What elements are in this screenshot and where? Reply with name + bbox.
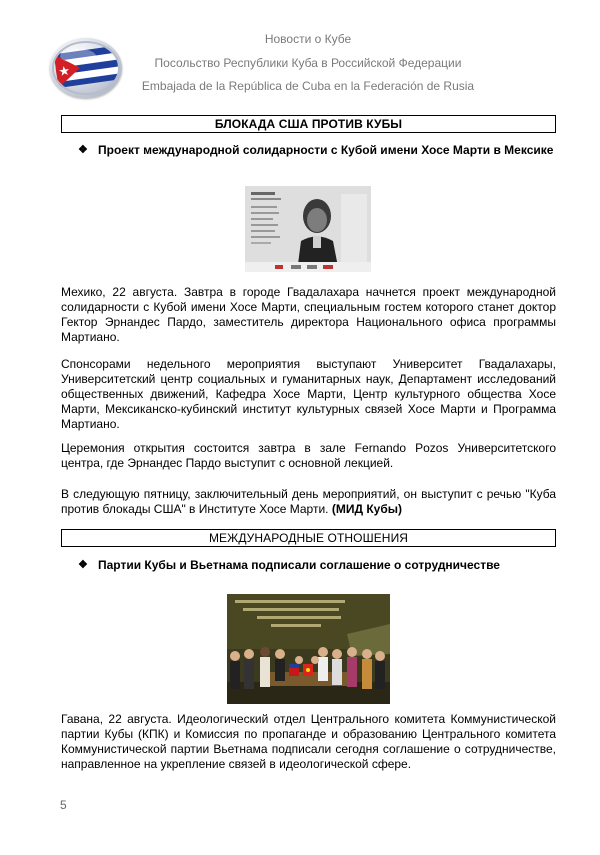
diamond-bullet-icon: ❖	[78, 144, 88, 156]
paragraph: Церемония открытия состоится завтра в зале Fernando Pozos Университетского центра, где Эрнандес Пардо выступит с основной лекцией.	[61, 441, 556, 470]
section-heading-international: МЕЖДУНАРОДНЫЕ ОТНОШЕНИЯ	[61, 529, 556, 547]
header-newsletter-title: Новости о Кубе	[264, 32, 352, 46]
diamond-bullet-icon: ❖	[78, 559, 88, 571]
paragraph: Гавана, 22 августа. Идеологический отдел Центрального комитета Коммунистической партии Кубы (КПК) и Комиссия по пропаганде и образованию Центрального комитета Коммунистической партии Вьетнама подписали сегодня соглашение о сотрудничестве, направленное на укрепление связей в идеологической сфере.	[61, 712, 556, 771]
paragraph: Спонсорами недельного мероприятия выступают Университет Гвадалахары, Университетский центр социальных и гуманитарных наук, Департамент исследований общественных движений, Кафедра Хосе Марти, Центр культурного общества Хосе Марти, Мексиканско-кубинский институт культурных связей Хосе Марти и Программа Мартиано.	[61, 357, 556, 431]
header-embassy-russian: Посольство Республики Куба в Российской Федерации	[154, 56, 462, 70]
paragraph-with-source	[61, 487, 556, 517]
article-title-text: Партии Кубы и Вьетнама подписали соглашение о сотрудничестве	[98, 558, 500, 572]
signing-ceremony-photo	[227, 594, 390, 704]
page-header	[0, 0, 600, 100]
article-title-marti-project	[78, 143, 556, 158]
source-attribution: (МИД Кубы)	[331, 502, 403, 516]
article-title-text: Проект международной солидарности с Кубой имени Хосе Марти в Мексике	[98, 143, 554, 157]
paragraph-text: В следующую пятницу, заключительный день мероприятий, он выступит с речью "Куба против блокады США" в Институте Хосе Марти.	[61, 487, 556, 516]
paragraph: Мехико, 22 августа. Завтра в городе Гвадалахара начнется проект международной солидарности с Кубой имени Хосе Марти, специальным гостем которого станет доктор Гектор Эрнандес Пардо, заместитель директора Национального офиса программы Мартиано.	[61, 285, 556, 344]
page-number: 5	[60, 798, 67, 812]
marti-poster-image	[245, 186, 371, 272]
header-embassy-spanish: Embajada de la República de Cuba en la Federación de Rusia	[141, 79, 475, 93]
article-title-cuba-vietnam	[78, 558, 556, 573]
section-heading-blockade: БЛОКАДА США ПРОТИВ КУБЫ	[61, 115, 556, 133]
